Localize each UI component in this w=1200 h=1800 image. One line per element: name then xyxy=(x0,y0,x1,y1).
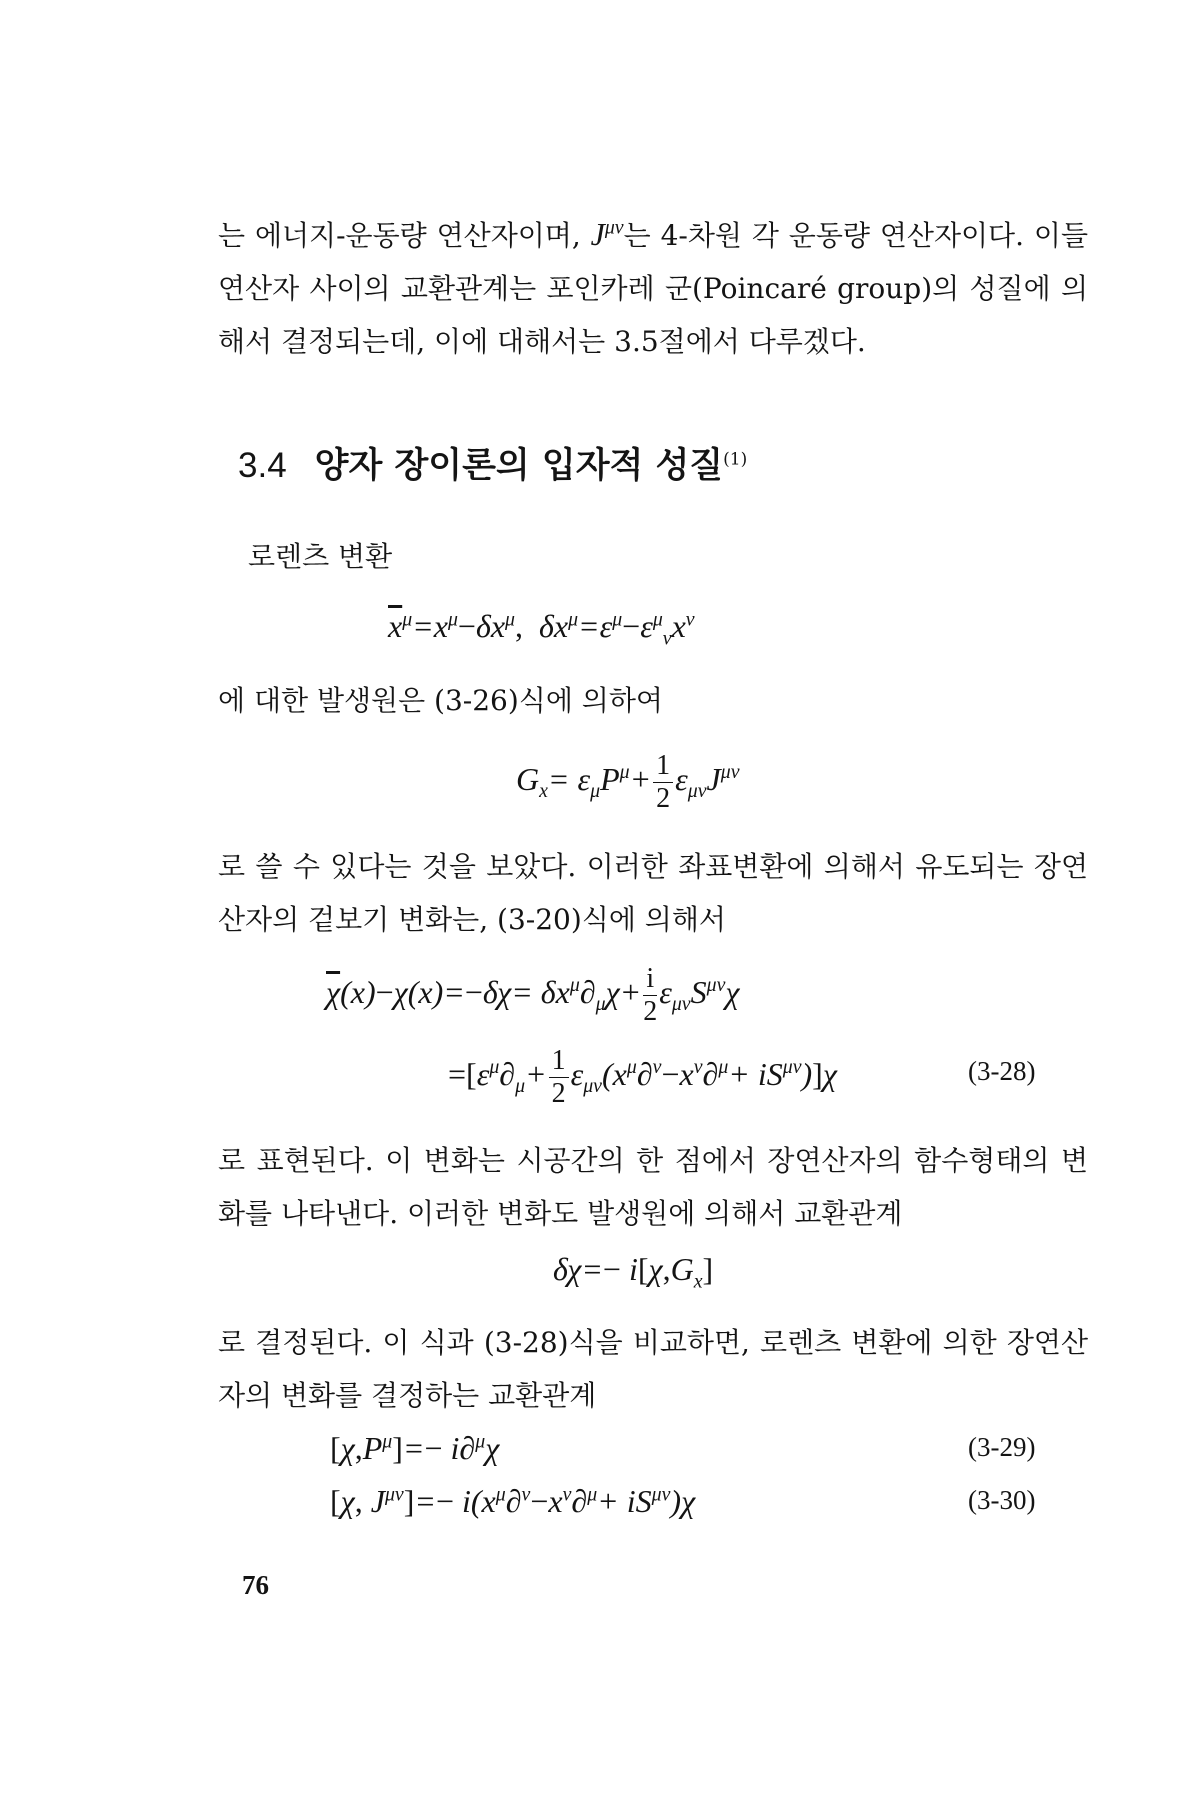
equation-3-28-line1: $\overline{\chi}(x)-\chi(x)=-\delta\chi= \delta x^\mu\partial_\mu\chi+$ $\frac{i}{2}$ $\varepsilon_{\mu\nu}S^{\mu\nu}\chi$ xyxy=(326,963,740,1027)
operator-j: $J^{\mu\nu}$ xyxy=(590,216,624,252)
equation-number-3-30: (3-30) xyxy=(968,1485,1036,1515)
intro-paragraph xyxy=(218,208,1088,368)
paragraph-coordinate-transform: 로 쓸 수 있다는 것을 보았다. 이러한 좌표변환에 의해서 유도되는 장연산자의 겉보기 변화는, (3-20)식에 의해서 xyxy=(218,850,1088,936)
equation-number-3-28: (3-28) xyxy=(968,1056,1036,1086)
section-heading xyxy=(238,438,747,488)
intro-text-2: 는 4-차원 각 운동량 연산자이다. 이들 연산자 사이의 교환관계는 포인카레 군(Poincaré group)의 성질에 의해서 결정되는데, 이에 대해서는 3.5절에서 다루겠다. xyxy=(218,219,1088,358)
intro-text-1: 는 에너지-운동량 연산자이며, xyxy=(218,219,591,252)
section-title: 양자 장이론의 입자적 성질 xyxy=(314,445,724,486)
equation-commutator: $\delta\chi=- i[\chi,G_x]$ xyxy=(553,1251,714,1293)
paragraph-representation: 로 표현된다. 이 변화는 시공간의 한 점에서 장연산자의 함수형태의 변화를 나타낸다. 이러한 변화도 발생원에 의해서 교환관계 xyxy=(218,1144,1088,1230)
equation-lorentz: $\overline{x}^\mu=x^\mu-\delta x^\mu$, $\delta x^\mu=\varepsilon^\mu-\varepsilon^\mu_\nu x^\nu$ xyxy=(388,608,695,650)
section-footnote-mark: (1) xyxy=(723,449,748,470)
section-number: 3.4 xyxy=(238,446,287,485)
paragraph-comparison: 로 결정된다. 이 식과 (3-28)식을 비교하면, 로렌츠 변환에 의한 장연산자의 변화를 결정하는 교환관계 xyxy=(218,1326,1088,1412)
subheading: 로렌츠 변환 xyxy=(248,540,393,573)
equation-number-3-29: (3-29) xyxy=(968,1432,1036,1462)
equation-3-30: [χ, $J^{\mu\nu}]=- i(x^\mu\partial^\nu-x^\nu\partial^\mu+ iS^{\mu\nu})\chi$ xyxy=(330,1483,696,1519)
equation-3-29: $[\chi,P^\mu]=- i\partial^\mu\chi$ xyxy=(330,1430,500,1466)
page-number: 76 xyxy=(242,1570,269,1600)
equation-generator: $G_x= \varepsilon_\mu P^\mu+$ $\frac{1}{2}$ $\varepsilon_{\mu\nu}J^{\mu\nu}$ xyxy=(516,750,740,814)
equation-3-28-line2: $=[\varepsilon^\mu\partial_\mu+$ $\frac{1}{2}$ $\varepsilon_{\mu\nu}(x^\mu\partial^\nu-x^\nu\partial^\mu+ iS^{\mu\nu})]\chi$ xyxy=(448,1045,837,1109)
paragraph-generator: 에 대한 발생원은 (3-26)식에 의하여 xyxy=(218,684,663,717)
